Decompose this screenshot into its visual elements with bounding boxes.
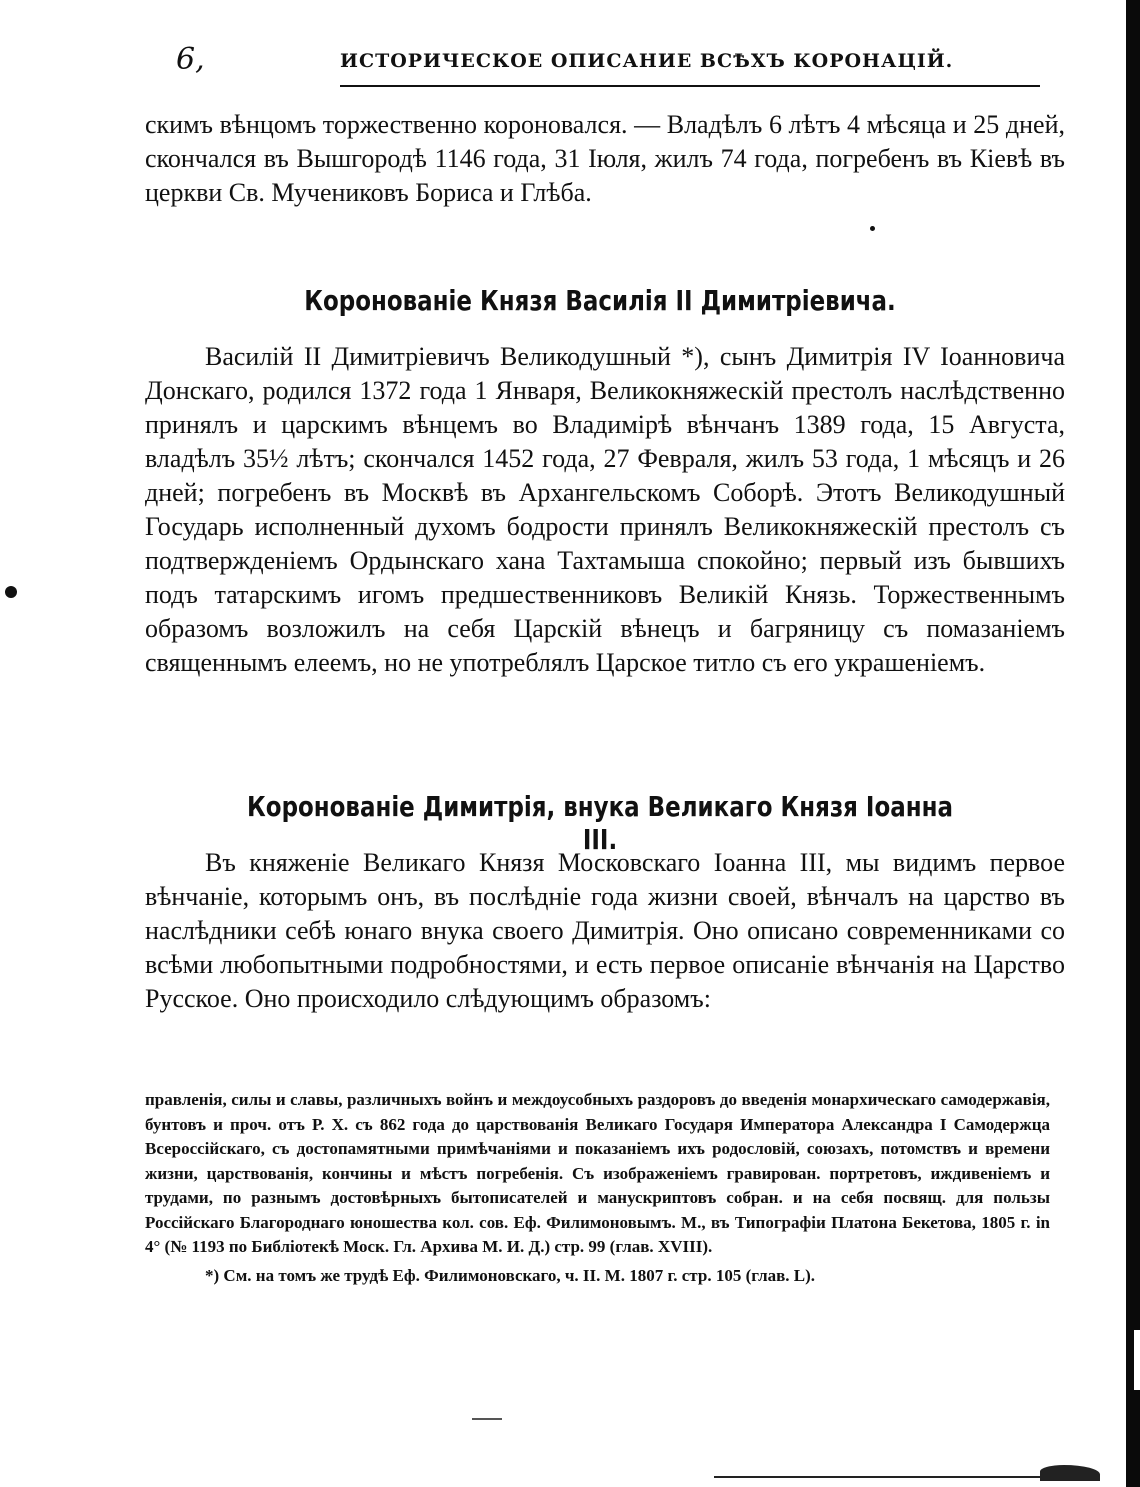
header-rule bbox=[340, 85, 1040, 87]
scan-edge-shadow bbox=[1126, 0, 1140, 1487]
margin-ink-dot bbox=[5, 586, 17, 598]
ink-speck bbox=[870, 226, 875, 231]
page-number: 6, bbox=[176, 42, 205, 77]
bottom-rule bbox=[714, 1476, 1044, 1478]
continued-paragraph: скимъ вѣнцомъ торжественно короновался. — Владѣлъ 6 лѣтъ 4 мѣсяца и 25 дней, скончался въ Вышгородѣ 1146 года, 31 Іюля, жилъ 74 года, погребенъ въ Кіевѣ въ церкви Св. Мучениковъ Бориса и Глѣба. bbox=[145, 110, 1065, 207]
section-text-vasily: Василій II Димитріевичъ Великодушный *), сынъ Димитрія IV Іоанновича Донскаго, родился 1372 года 1 Января, Великокняжескій престолъ наслѣдственно принялъ и царскимъ вѣнцемъ во Владимірѣ вѣнчанъ 1389 года, 15 Августа, владѣлъ 35½ лѣтъ; скончался 1452 года, 27 Февраля, жилъ 53 года, 1 мѣсяцъ и 26 дней; погребенъ въ Москвѣ въ Архангельскомъ Соборѣ. Этотъ Великодушный Государь исполненный духомъ бодрости принялъ Великокняжескій престолъ съ подтвержденіемъ Ордынскаго хана Тахтамыша спокойно; первый изъ бывшихъ подъ татарскимъ игомъ предшественниковъ Великій Князь. Торжественнымъ образомъ возложилъ на себя Царскій вѣнецъ и багряницу съ помазаніемъ священнымъ елеемъ, но не употреблялъ Царское титло съ его украшеніемъ. bbox=[145, 342, 1065, 677]
footnote-item: *) См. на томъ же трудѣ Еф. Филимоновскаго, ч. II. М. 1807 г. стр. 105 (глав. L). bbox=[205, 1265, 816, 1285]
section-text-dimitry: Въ княженіе Великаго Князя Московскаго Іоанна III, мы видимъ первое вѣнчаніе, которымъ онъ, въ послѣдніе года жизни своей, вѣнчалъ на царство въ наслѣдники себѣ юнаго внука своего Димитрія. Оно описано современниками со всѣми любопытными подробностями, и есть первое описаніе вѣнчанія на Царство Русское. Оно происходило слѣдующимъ образомъ: bbox=[145, 848, 1065, 1013]
section-heading-vasily: Коронованіе Князя Василія II Димитріевича. bbox=[304, 284, 896, 317]
running-head: ИСТОРИЧЕСКОЕ ОПИСАНИЕ ВСѢХЪ КОРОНАЦІЙ. bbox=[340, 50, 954, 72]
corner-ink-blot bbox=[1040, 1465, 1100, 1481]
footnotes bbox=[145, 1088, 1050, 1288]
scan-edge-gap bbox=[1134, 1330, 1140, 1390]
footnote-continued: правленія, силы и славы, различныхъ войнъ и междоусобныхъ раздоровъ до введенія монархическаго самодержавія, бунтовъ и проч. отъ Р. Х. съ 862 года до царствованія Великаго Государя Императора Александра I Самодержца Всероссійскаго, съ достопамятными примѣчаніями и показаніемъ ихъ родословій, союзахъ, потомствъ и времени жизни, царствованія, кончины и мѣстъ погребенія. Съ изображеніемъ гравирован. портретовъ, иждивеніемъ и трудами, по разнымъ достовѣрныхъ бытописателей и манускриптовъ собран. и на себя посвящ. для пользы Россійскаго Благороднаго юношества кол. сов. Еф. Филимоновымъ. М., въ Типографіи Платона Бекетова, 1805 г. in 4° (№ 1193 по Библіотекѣ Моск. Гл. Архива М. И. Д.) стр. 99 (глав. XVIII). bbox=[145, 1090, 1050, 1256]
section-heading-dimitry: Коронованіе Димитрія, внука Великаго Князя Іоанна III. bbox=[247, 790, 953, 856]
bottom-mark bbox=[472, 1418, 502, 1420]
